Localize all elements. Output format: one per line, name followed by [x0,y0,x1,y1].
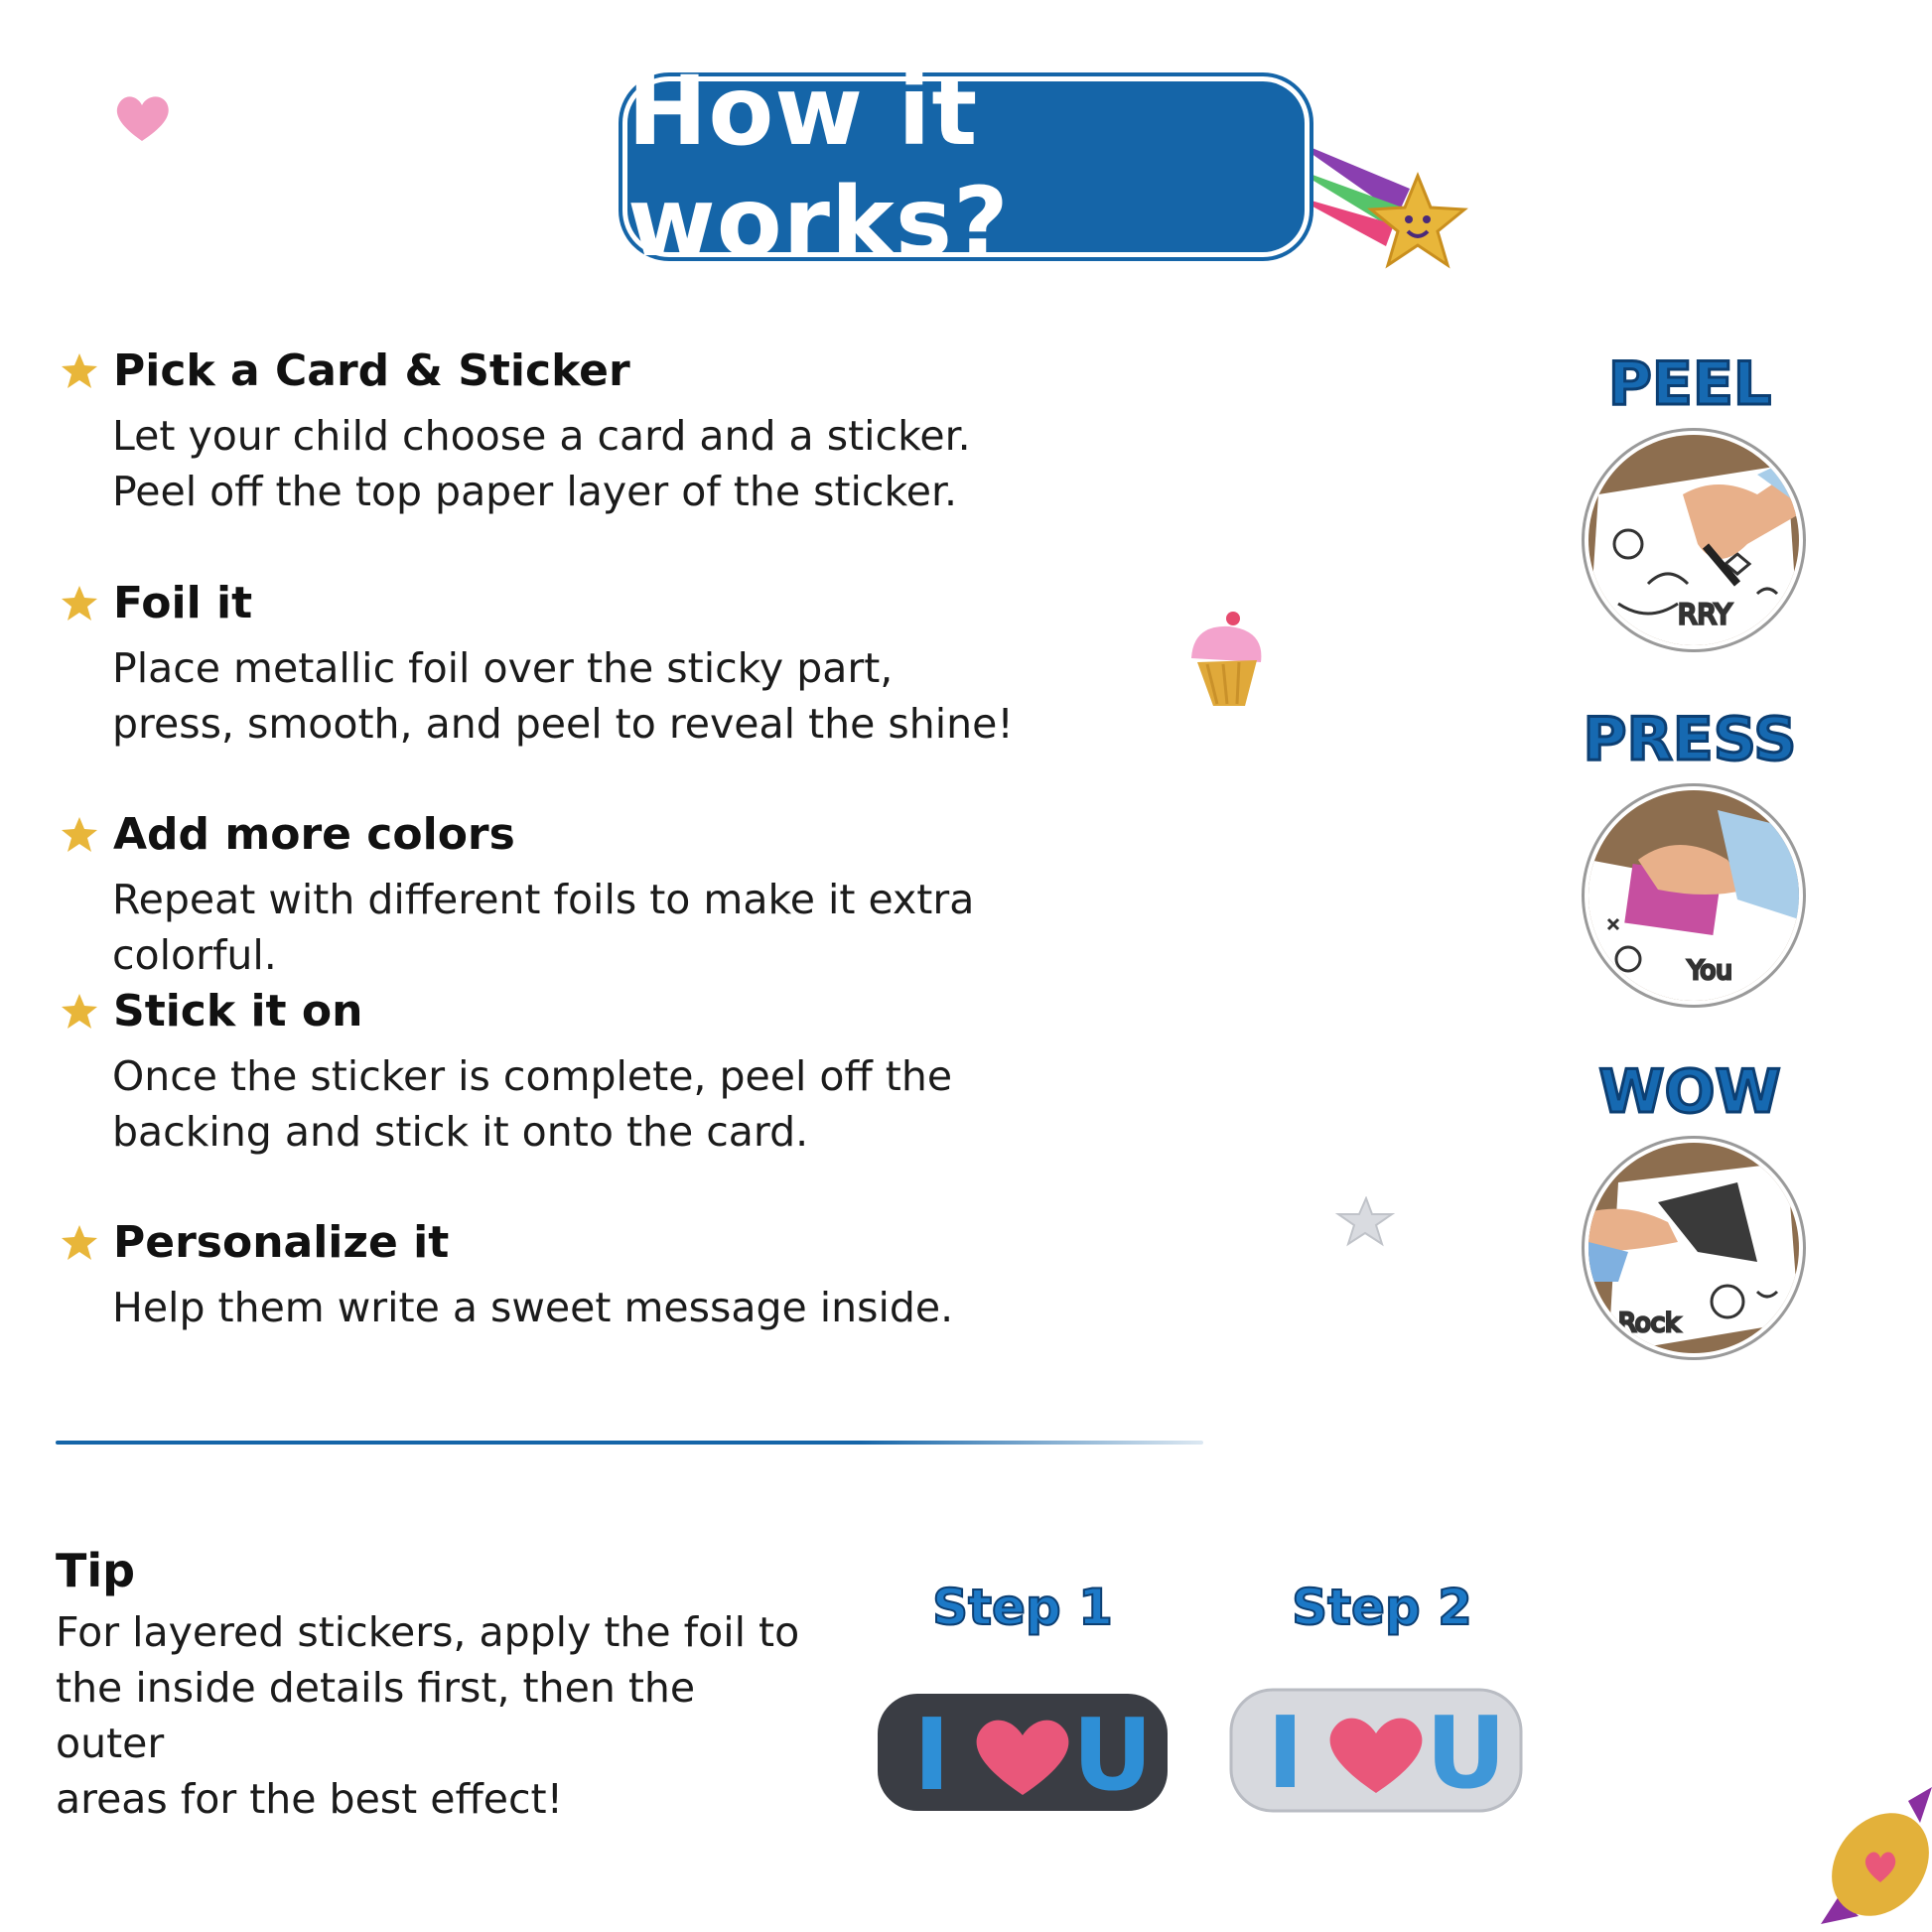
step-foil-it [60,578,1132,752]
svg-text:You: You [1688,956,1732,986]
step-label: Step 2 [1292,1579,1472,1636]
candy-icon [1799,1767,1932,1932]
wow-illustration-icon [1585,1139,1803,1357]
step-text-line: Help them write a sweet message inside. [112,1284,954,1331]
tip-title: Tip [56,1544,136,1597]
svg-text:RRY: RRY [1678,598,1732,630]
step-heading: Stick it on [113,986,363,1036]
step-text-line: press, smooth, and peel to reveal the shine! [112,700,1014,748]
step-heading: Pick a Card & Sticker [113,345,630,396]
step-text-line: Once the sticker is complete, peel off the [112,1052,953,1100]
cupcake-icon [1183,611,1271,710]
gold-star-bullet-icon [60,992,99,1032]
sticker-step-2 [1263,1579,1501,1636]
pink-heart-icon [111,89,173,145]
sticker-letter: U [1426,1695,1507,1811]
badge-press [1561,705,1819,1005]
step-heading: Add more colors [113,809,515,860]
badge-peel [1561,349,1819,649]
title-banner [627,56,1305,278]
badge-label: PRESS [1583,705,1797,774]
sticker-step-1 [903,1579,1142,1636]
i-love-u-sticker-step-1-icon [874,1688,1172,1817]
badge-label: PEEL [1607,349,1772,419]
svg-text:Rock: Rock [1618,1309,1681,1338]
tip-text [56,1604,810,1827]
step-label: Step 1 [932,1579,1113,1636]
section-divider [56,1441,1203,1445]
step-stick-it-on [60,986,1132,1160]
badge-label: WOW [1598,1057,1781,1127]
step-personalize [60,1217,1132,1335]
step-text-line: backing and stick it onto the card. [112,1108,809,1156]
tip-text-line: For layered stickers, apply the foil to [56,1608,800,1656]
gold-star-bullet-icon [60,351,99,391]
step-text-line: Let your child choose a card and a sticker. [112,412,971,460]
silver-star-icon [1334,1196,1396,1248]
rainbow-star-icon [1291,129,1479,278]
peel-illustration-icon [1585,431,1803,649]
tip-text-line: the inside details first, then the outer [56,1664,696,1767]
badge-wow [1561,1057,1819,1357]
step-heading: Personalize it [113,1217,450,1268]
step-add-colors [60,809,1132,983]
page-title: How it works? [627,56,1010,278]
press-illustration-icon [1585,786,1803,1005]
step-text-line: Place metallic foil over the sticky part, [112,644,894,692]
sticker-letter: U [1072,1697,1154,1813]
sticker-letter: I [913,1697,951,1813]
step-text-line: Repeat with different foils to make it extra colorful. [112,876,975,979]
step-pick-card [60,345,1132,519]
step-text-line: Peel off the top paper layer of the sticker. [112,468,958,515]
gold-star-bullet-icon [60,1223,99,1263]
step-heading: Foil it [113,578,253,628]
sticker-letter: I [1267,1695,1305,1811]
gold-star-bullet-icon [60,815,99,855]
i-love-u-sticker-step-2-icon [1227,1684,1525,1817]
tip-text-line: areas for the best effect! [56,1775,564,1823]
gold-star-bullet-icon [60,584,99,623]
